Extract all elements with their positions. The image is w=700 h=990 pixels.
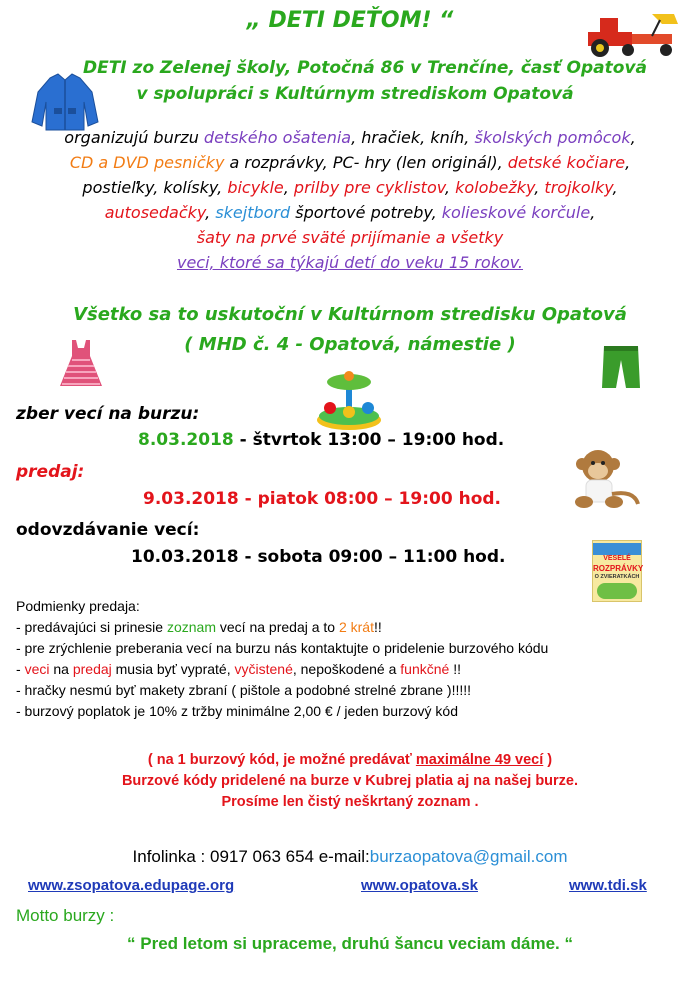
venue-line: Všetko sa to uskutoční v Kultúrnom stredisku Opatová [73, 304, 627, 325]
intro-line-6: veci, ktoré sa týkajú detí do veku 15 rokov. [176, 253, 524, 272]
book-text-2: ROZPRÁVKY [593, 564, 644, 573]
green-pants-image [600, 344, 642, 390]
note-codes: Burzové kódy pridelené na burze v Kubrej platia aj na našej burze. [121, 773, 579, 789]
condition-3: - veci na predaj musia byť vypraté, vyčistené, nepoškodené a funkčné !! [16, 661, 461, 677]
intro-line-1: organizujú burzu detského ošatenia, hračiek, kníh, školských pomôcok, [64, 128, 636, 147]
collection-time: 8.03.2018 - štvrtok 13:00 – 19:00 hod. [138, 430, 505, 450]
toy-carousel-image [312, 368, 386, 432]
condition-5: - burzový poplatok je 10% z tržby minimálne 2,00 € / jeden burzový kód [16, 703, 459, 719]
sale-label: predaj: [16, 462, 85, 482]
blue-jacket-image [30, 72, 100, 134]
page-title: „ DETI DEŤOM! “ [246, 8, 454, 33]
organizer-line: DETI zo Zelenej školy, Potočná 86 v Trenčíne, časť Opatová [82, 58, 648, 78]
book-text-3: O ZVIERATKÁCH [594, 574, 640, 580]
intro-line-4: autosedačky, skejtbord športové potreby, kolieskové korčule, [104, 203, 596, 222]
return-label: odovzdávanie vecí: [16, 520, 200, 540]
pink-dress-image [58, 338, 104, 388]
conditions-heading: Podmienky predaja: [16, 598, 140, 614]
cooperation-line: v spolupráci s Kultúrnym strediskom Opatová [136, 84, 574, 104]
motto-text: “ Pred letom si upraceme, druhú šancu veciam dáme. “ [127, 934, 573, 953]
intro-line-3: postieľky, kolísky, bicykle, prilby pre cyklistov, kolobežky, trojkolky, [82, 178, 618, 197]
note-clean-list: Prosíme len čistý neškrtaný zoznam . [221, 794, 479, 810]
condition-2: - pre zrýchlenie preberania vecí na burzu nás kontaktujte o pridelenie burzového kódu [16, 640, 549, 656]
toy-tractor-image [582, 10, 682, 58]
link-zsopatova[interactable]: www.zsopatova.edupage.org [28, 877, 235, 894]
condition-4: - hračky nesmú byť makety zbraní ( pištole a podobné strelné zbrane )!!!!! [16, 682, 472, 698]
email-link[interactable]: burzaopatova@gmail.com [369, 847, 568, 866]
note-max-items: ( na 1 burzový kód, je možné predávať maximálne 49 vecí ) [147, 752, 553, 768]
sale-time: 9.03.2018 - piatok 08:00 – 19:00 hod. [143, 489, 501, 509]
return-time: 10.03.2018 - sobota 09:00 – 11:00 hod. [131, 547, 506, 567]
intro-line-2: CD a DVD pesničky a rozprávky, PC- hry (len originál), detské kočiare, [69, 153, 631, 172]
link-tdi[interactable]: www.tdi.sk [569, 877, 647, 894]
book-text-1: VESELÉ [603, 555, 631, 562]
plush-monkey-image [568, 446, 642, 512]
link-opatova[interactable]: www.opatova.sk [361, 877, 478, 894]
intro-line-5: šaty na prvé sväté prijímanie a všetky [196, 228, 504, 247]
transport-line: ( MHD č. 4 - Opatová, námestie ) [184, 334, 516, 355]
collection-label: zber vecí na burzu: [16, 404, 200, 424]
motto-label: Motto burzy : [16, 906, 115, 925]
infoline: Infolinka : 0917 063 654 e-mail:burzaopatova@gmail.com [132, 847, 568, 866]
condition-1: - predávajúci si prinesie zoznam vecí na predaj a to 2 krát!! [16, 619, 382, 635]
book-cover-image [592, 540, 642, 602]
